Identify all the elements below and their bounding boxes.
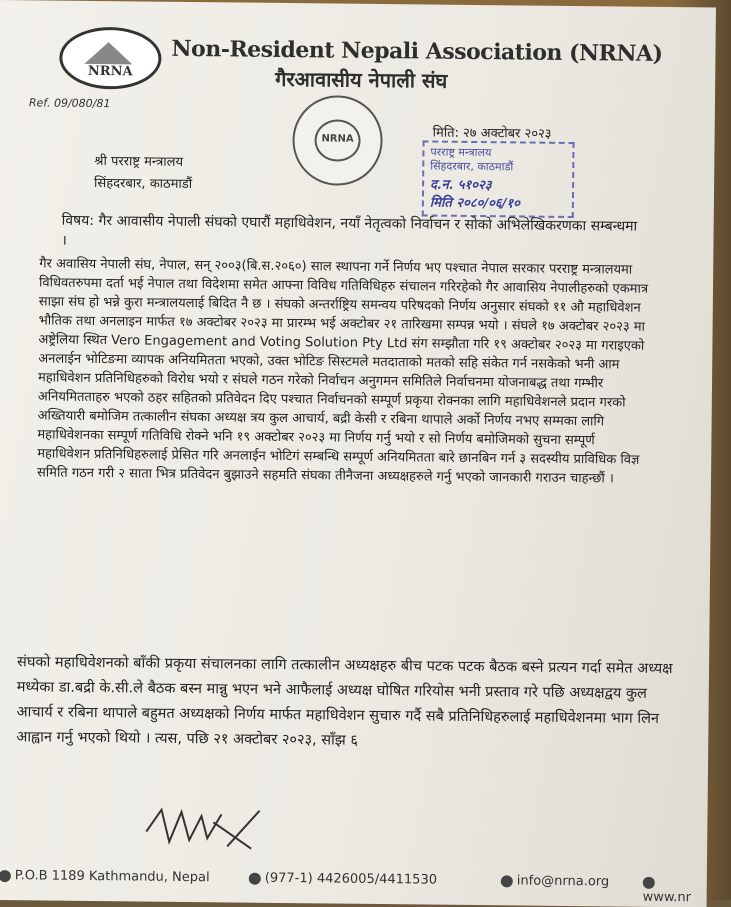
- mail-icon: [501, 875, 513, 887]
- footer-phone: [249, 871, 437, 888]
- stamp-location: सिंहदरबार, काठमाडौं: [430, 159, 514, 174]
- received-stamp: [422, 140, 575, 218]
- recipient-line-1: श्री परराष्ट्र मन्त्रालय: [94, 153, 184, 170]
- seal-text: NRNA: [321, 133, 354, 145]
- handwritten-signature: [141, 802, 272, 853]
- footer-web: [643, 875, 707, 906]
- globe-icon: [643, 876, 655, 888]
- logo-text: NRNA: [87, 63, 133, 80]
- org-name-english: Non-Resident Nepali Association (NRNA): [171, 35, 663, 67]
- stamp-date: मिति २०८०/०६/१०: [429, 195, 521, 212]
- nrna-logo: [59, 27, 162, 90]
- footer-phone-text: (977-1) 4426005/4411530: [264, 870, 438, 888]
- stamp-number: द.न. ५१०२३: [430, 177, 492, 194]
- recipient-line-2: सिंहदरबार, काठमाडौं: [94, 175, 193, 193]
- subject-line: विषय: गैर आवासीय नेपाली संघको एघारौं महाधिवेशन, नयाँ नेतृत्वको निर्वाचन र सोको अभिलेखिकरणका सम्बन्धमा ।: [61, 212, 638, 249]
- footer-email: [501, 873, 610, 889]
- footer-address-text: P.O.B 1189 Kathmandu, Nepal: [14, 868, 210, 886]
- org-name-nepali: गैरआवासीय नेपाली संघ: [275, 66, 448, 93]
- association-seal: [292, 95, 383, 186]
- location-pin-icon: [0, 870, 11, 882]
- body-paragraph-1: गैर अवासिय नेपाली संघ, नेपाल, सन् २००३(बि.स.२०६०) साल स्थापना गर्ने निर्णय भए पश्चात नेपाल सरकार परराष्ट्र मन्त्रालयमा विधिवतरुपमा दर्ता भई नेपाल तथा विदेशमा समेत आफ्ना विविध गतिविधिहरु संचालन गरिरहेको गैर आवासिय नेपालीहरुको एकमात्र साझा संघ हो भन्ने कुरा मन्त्रालयलाई बिदित नै छ । संघको अन्तर्राष्ट्रिय समन्वय परिषदको निर्णय अनुसार संघको ११ औ महाधिवेशन भौतिक तथा अनलाइन मार्फत १७ अक्टोबर २०२३ मा प्रारम्भ भई अक्टोबर २१ तारिखमा सम्पन्न भयो । संघले १७ अक्टोबर २०२३ मा अष्ट्रेलिया स्थित Vero Engagement and Voting Solution Pty Ltd संग सम्झौता गरि १९ अक्टोबर २०२३ मा गराइएको अनलाईन भोटिङमा व्यापक अनियमितता भएको, उक्त भोटिङ सिस्टमले मतदाताको मतको सहि संकेत गर्न नसकेको भनी आम महाधिवेशन प्रतिनिधिहरुको विरोध भयो र संघले गठन गरेको निर्वाचन अनुगमन समितिले निर्वाचनमा योजनाबद्ध तथा गम्भीर अनियमितताहरु भएको ठहर सहितको प्रतिवेदन दिए पश्चात निर्वाचनको सम्पूर्ण प्रकृया रोक्नका लागि महाधिवेशनले प्रदान गरको अख्तियारी बमोजिम तत्कालीन संघका अध्यक्ष त्रय कुल आचार्य, बद्री केसी र रबिना थापाले अर्को निर्णय नभए सम्मका लागि महाधिवेशनका सम्पूर्ण गतिविधि रोक्ने भनि १९ अक्टोबर २०२३ मा निर्णय गर्नु भयो र सो निर्णय बमोजिमको सुचना सम्पूर्ण महाधिवेशन प्रतिनिधिहरुलाई प्रेसित गरि अनलाईन भोटिगं सम्बन्धि सम्पूर्ण अनियमितता बारे छानबिन गर्न ३ सदस्यीय प्राविधिक विज्ञ समिति गठन गरी २ साता भित्र प्रतिवेदन बुझाउने सहमति संघका तीनैजना अध्यक्षहरुले गर्नु भएको जानकारी गराउन चाहन्छौं ।: [36, 256, 649, 487]
- footer-email-text: info@nrna.org: [516, 873, 610, 890]
- body-paragraph-2: संघको महाधिवेशनको बाँकी प्रकृया संचालनका लागि तत्कालीन अध्यक्षहरु बीच पटक पटक बैठक बस्ने प्रत्यन गर्दा समेत अध्यक्ष मध्येका डा.बद्री के.सी.ले बैठक बस्न मान्नु भएन भने आफैलाई अध्यक्ष घोषित गरियोस भनी प्रस्ताव गरे पछि अध्यक्षद्वय कुल आचार्य र रबिना थापाले बहुमत अध्यक्षको निर्णय मार्फत महाधिवेशन सुचारु गर्दै सबै प्रतिनिधिहरुलाई महाधिवेशनमा भाग लिन आह्वान गर्नु भएको थियो । त्यस, पछि २१ अक्टोबर २०२३, साँझ ६: [16, 654, 673, 749]
- phone-icon: [249, 872, 261, 884]
- stamp-office: परराष्ट्र मन्त्रालय: [430, 145, 492, 160]
- footer-address: [0, 868, 210, 885]
- letter-date: मिति: २७ अक्टोबर २०२३: [432, 125, 552, 142]
- footer-web-text: www.nr: [642, 889, 692, 906]
- reference-number: Ref. 09/080/81: [28, 96, 111, 111]
- mountain-icon: [84, 42, 132, 65]
